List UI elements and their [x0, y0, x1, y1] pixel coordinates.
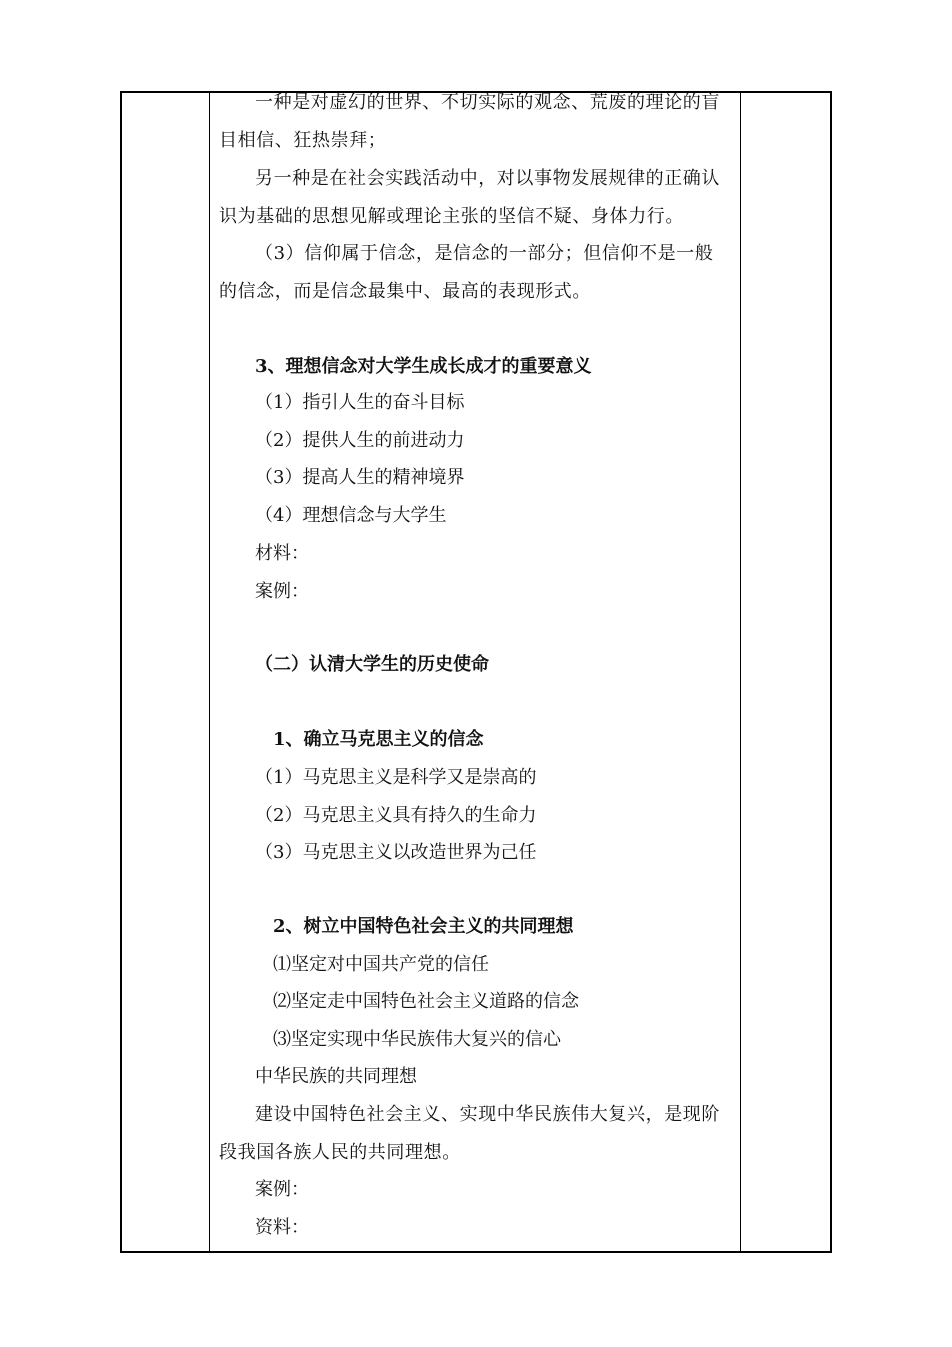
list-item: （1）马克思主义是科学又是崇高的: [255, 767, 537, 788]
section-heading: （二）认清大学生的历史使命: [255, 654, 489, 675]
section-heading: 3、理想信念对大学生成长成才的重要意义: [255, 356, 592, 377]
column-divider-right: [740, 93, 741, 1251]
text-line: 建设中国特色社会主义、实现中华民族伟大复兴，是现阶: [255, 1104, 720, 1125]
list-item: ⑶坚定实现中华民族伟大复兴的信心: [273, 1029, 561, 1050]
list-item: （1）指引人生的奋斗目标: [255, 392, 465, 413]
list-item: （3）马克思主义以改造世界为己任: [255, 842, 537, 863]
text-line: 一种是对虚幻的世界、不切实际的观念、荒废的理论的盲: [255, 92, 720, 113]
text-line: 目相信、狂热崇拜；: [219, 130, 387, 151]
text-line: 段我国各族人民的共同理想。: [219, 1142, 461, 1163]
list-item: （3）提高人生的精神境界: [255, 467, 465, 488]
text-line: 的信念，而是信念最集中、最高的表现形式。: [219, 281, 591, 302]
text-line: （3）信仰属于信念，是信念的一部分；但信仰不是一般: [255, 243, 714, 264]
list-item: （2）马克思主义具有持久的生命力: [255, 805, 537, 826]
list-item: ⑵坚定走中国特色社会主义道路的信念: [273, 991, 579, 1012]
text-line: 材料：: [255, 543, 309, 564]
text-line: 资料：: [255, 1217, 309, 1238]
list-item: （2）提供人生的前进动力: [255, 430, 465, 451]
text-line: 案例：: [255, 581, 309, 602]
text-line: 案例：: [255, 1179, 309, 1200]
list-item: （4）理想信念与大学生: [255, 505, 447, 526]
section-heading: 1、确立马克思主义的信念: [273, 729, 484, 750]
list-item: ⑴坚定对中国共产党的信任: [273, 954, 489, 975]
text-line: 识为基础的思想见解或理论主张的坚信不疑、身体力行。: [219, 206, 684, 227]
text-line: 中华民族的共同理想: [255, 1066, 417, 1087]
section-heading: 2、树立中国特色社会主义的共同理想: [273, 916, 574, 937]
column-divider-left: [209, 93, 210, 1251]
text-line: 另一种是在社会实践活动中，对以事物发展规律的正确认: [255, 168, 720, 189]
